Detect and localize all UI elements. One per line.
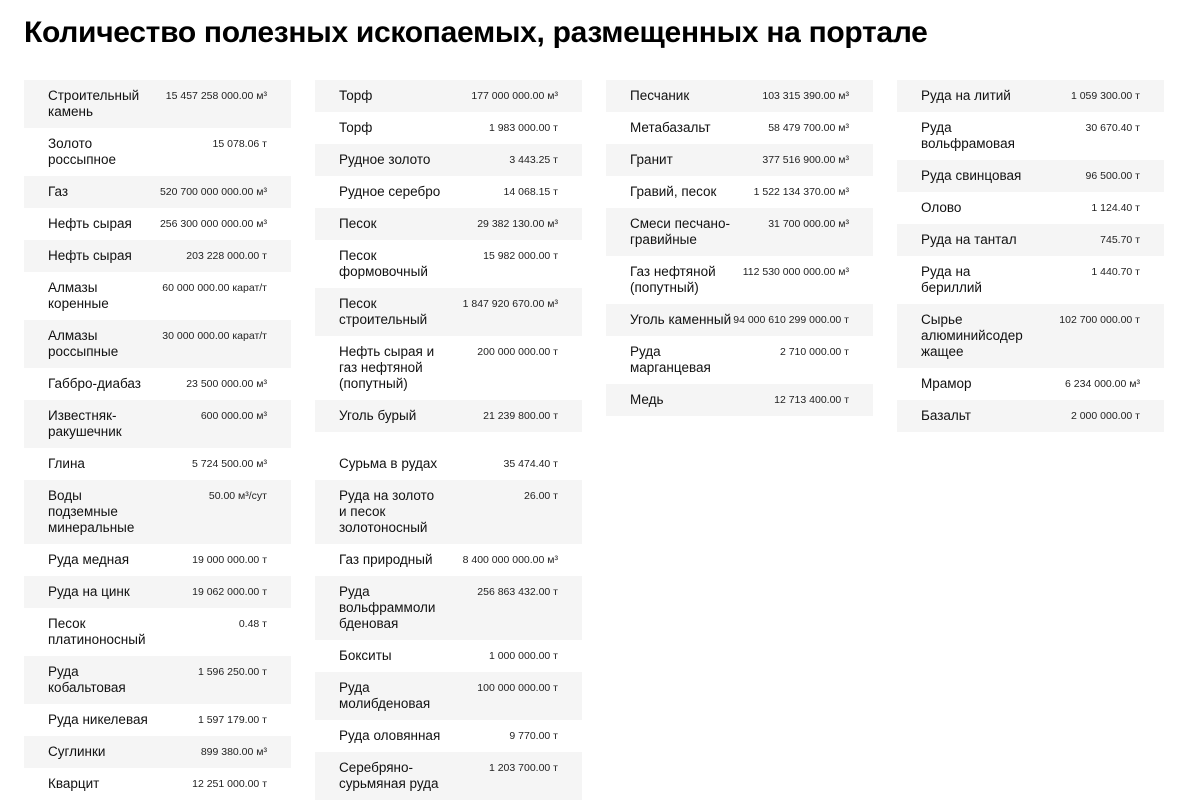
mineral-name: Уголь каменный [630,312,732,327]
mineral-amount: 19 062 000.00 т [192,586,267,598]
mineral-name: Сурьма в рудах [339,456,438,471]
mineral-name: Золото россыпное [48,136,117,167]
mineral-amount: 520 700 000 000.00 м³ [159,186,267,198]
mineral-row [315,400,582,432]
mineral-amount: 377 516 900.00 м³ [762,154,849,166]
mineral-row [24,736,291,768]
mineral-amount: 12 713 400.00 т [774,394,849,406]
mineral-row [897,400,1164,432]
mineral-amount: 14 068.15 т [503,186,558,198]
mineral-name: Песчаник [630,88,690,103]
mineral-name: Нефть сырая [48,216,132,231]
mineral-name: Базальт [921,408,971,423]
mineral-amount: 2 710 000.00 т [779,346,849,358]
mineral-row [315,544,582,576]
mineral-amount: 177 000 000.00 м³ [471,90,558,102]
mineral-row [315,208,582,240]
mineral-name: Газ [48,184,69,199]
mineral-name: Торф [339,120,373,135]
mineral-name: Руда кобальтовая [48,664,126,695]
mineral-name: Рудное золото [339,152,431,167]
mineral-row [897,256,1164,304]
mineral-amount: 1 596 250.00 т [197,666,267,678]
mineral-amount: 15 982 000.00 т [483,250,558,262]
mineral-name: Нефть сырая и газ нефтяной (попутный) [339,344,435,391]
mineral-amount: 31 700 000.00 м³ [768,218,849,230]
mineral-amount: 1 000 000.00 т [488,650,558,662]
mineral-amount: 256 300 000 000.00 м³ [159,218,267,230]
mineral-name: Рудное серебро [339,184,441,199]
mineral-row [897,160,1164,192]
mineral-name: Торф [339,88,373,103]
mineral-row [24,480,291,544]
mineral-row [24,656,291,704]
mineral-amount: 2 000 000.00 т [1070,410,1140,422]
mineral-name: Известняк-ракушечник [48,408,122,439]
mineral-name: Бокситы [339,648,392,663]
mineral-amount: 600 000.00 м³ [200,410,267,422]
mineral-row [24,704,291,736]
mineral-name: Руда на литий [921,88,1011,103]
mineral-name: Мрамор [921,376,972,391]
mineral-row [606,112,873,144]
mineral-row [24,208,291,240]
mineral-row [897,192,1164,224]
mineral-amount: 103 315 390.00 м³ [762,90,849,102]
mineral-row [897,112,1164,160]
mineral-name: Суглинки [48,744,106,759]
mineral-amount: 30 000 000.00 карат/т [162,330,267,342]
minerals-column [606,80,873,800]
mineral-row [24,272,291,320]
mineral-row [24,608,291,656]
mineral-amount: 1 059 300.00 т [1070,90,1140,102]
mineral-row [606,256,873,304]
minerals-column [315,80,582,800]
mineral-amount: 12 251 000.00 т [192,778,267,790]
mineral-amount: 112 530 000 000.00 м³ [742,266,849,278]
page-title: Количество полезных ископаемых, размещенных на портале [24,16,928,49]
mineral-amount: 0.48 т [238,618,267,630]
mineral-name: Песок строительный [339,296,428,327]
mineral-amount: 15 457 258 000.00 м³ [165,90,267,102]
mineral-name: Воды подземные минеральные [48,488,135,535]
mineral-name: Медь [630,392,664,407]
mineral-amount: 58 479 700.00 м³ [768,122,849,134]
mineral-amount: 102 700 000.00 т [1059,314,1140,326]
mineral-name: Песок формовочный [339,248,428,279]
mineral-name: Нефть сырая [48,248,132,263]
mineral-amount: 1 124.40 т [1091,202,1140,214]
mineral-row [606,80,873,112]
mineral-row [315,720,582,752]
mineral-amount: 60 000 000.00 карат/т [162,282,267,294]
mineral-name: Кварцит [48,776,100,791]
mineral-name: Уголь бурый [339,408,417,423]
mineral-row [897,80,1164,112]
mineral-name: Руда вольфраммолибденовая [339,584,436,631]
mineral-name: Гранит [630,152,673,167]
minerals-grid [24,80,1164,800]
mineral-amount: 3 443.25 т [509,154,558,166]
mineral-row [897,368,1164,400]
mineral-name: Строительный камень [48,88,140,119]
mineral-name: Гравий, песок [630,184,717,199]
mineral-row [24,448,291,480]
mineral-name: Сырье алюминийсодержащее [921,312,1023,359]
mineral-row [315,112,582,144]
mineral-amount: 96 500.00 т [1085,170,1140,182]
mineral-amount: 1 597 179.00 т [197,714,267,726]
mineral-row [315,640,582,672]
mineral-row [24,768,291,800]
mineral-row [897,304,1164,368]
mineral-row [315,672,582,720]
mineral-name: Руда оловянная [339,728,441,743]
mineral-amount: 94 000 610 299 000.00 т [733,314,849,326]
mineral-row [315,176,582,208]
mineral-name: Песок платиноносный [48,616,146,647]
mineral-row [24,544,291,576]
mineral-amount: 29 382 130.00 м³ [477,218,558,230]
mineral-name: Габбро-диабаз [48,376,141,391]
mineral-name: Руда молибденовая [339,680,431,711]
mineral-amount: 21 239 800.00 т [483,410,558,422]
mineral-amount: 5 724 500.00 м³ [192,458,267,470]
minerals-column [24,80,291,800]
mineral-name: Олово [921,200,962,215]
mineral-name: Алмазы россыпные [48,328,119,359]
mineral-row [606,384,873,416]
mineral-row [24,80,291,128]
mineral-amount: 1 203 700.00 т [488,762,558,774]
mineral-row [315,288,582,336]
mineral-amount: 1 983 000.00 т [488,122,558,134]
mineral-row [315,336,582,400]
mineral-name: Руда свинцовая [921,168,1022,183]
mineral-amount: 8 400 000 000.00 м³ [462,554,558,566]
mineral-amount: 15 078.06 т [212,138,267,150]
mineral-amount: 6 234 000.00 м³ [1065,378,1140,390]
mineral-name: Руда на золото и песок золотоносный [339,488,435,535]
mineral-amount: 35 474.40 т [503,458,558,470]
mineral-row [315,576,582,640]
mineral-row [24,240,291,272]
mineral-row [24,176,291,208]
mineral-amount: 745.70 т [1100,234,1140,246]
mineral-row [606,304,873,336]
mineral-amount: 100 000 000.00 т [477,682,558,694]
mineral-name: Руда на цинк [48,584,130,599]
mineral-row [606,208,873,256]
mineral-row [606,144,873,176]
mineral-name: Руда никелевая [48,712,148,727]
mineral-amount: 9 770.00 т [509,730,558,742]
mineral-row [24,368,291,400]
mineral-row [315,752,582,800]
mineral-name: Алмазы коренные [48,280,109,311]
mineral-row [24,400,291,448]
group-spacer [315,432,582,448]
mineral-row [315,240,582,288]
mineral-amount: 30 670.40 т [1085,122,1140,134]
mineral-row [315,480,582,544]
mineral-name: Песок [339,216,377,231]
mineral-name: Глина [48,456,85,471]
mineral-name: Руда медная [48,552,130,567]
mineral-name: Смеси песчано-гравийные [630,216,730,247]
mineral-row [315,144,582,176]
mineral-row [606,176,873,208]
mineral-row [315,448,582,480]
mineral-amount: 26.00 т [523,490,558,502]
mineral-row [897,224,1164,256]
mineral-name: Руда вольфрамовая [921,120,1015,151]
mineral-row [24,128,291,176]
mineral-row [315,80,582,112]
mineral-row [24,576,291,608]
mineral-amount: 899 380.00 м³ [200,746,267,758]
mineral-name: Руда на тантал [921,232,1017,247]
mineral-amount: 200 000 000.00 т [477,346,558,358]
mineral-name: Серебряно-сурьмяная руда [339,760,439,791]
mineral-amount: 19 000 000.00 т [192,554,267,566]
mineral-row [24,320,291,368]
mineral-amount: 1 847 920 670.00 м³ [462,298,558,310]
mineral-amount: 1 522 134 370.00 м³ [753,186,849,198]
mineral-row [606,336,873,384]
mineral-name: Руда на бериллий [921,264,982,295]
mineral-amount: 50.00 м³/сут [208,490,267,502]
mineral-amount: 203 228 000.00 т [186,250,267,262]
mineral-name: Газ нефтяной (попутный) [630,264,716,295]
minerals-column [897,80,1164,800]
mineral-amount: 1 440.70 т [1091,266,1140,278]
mineral-amount: 23 500 000.00 м³ [186,378,267,390]
mineral-name: Руда марганцевая [630,344,711,375]
mineral-amount: 256 863 432.00 т [477,586,558,598]
mineral-name: Метабазальт [630,120,711,135]
mineral-name: Газ природный [339,552,433,567]
